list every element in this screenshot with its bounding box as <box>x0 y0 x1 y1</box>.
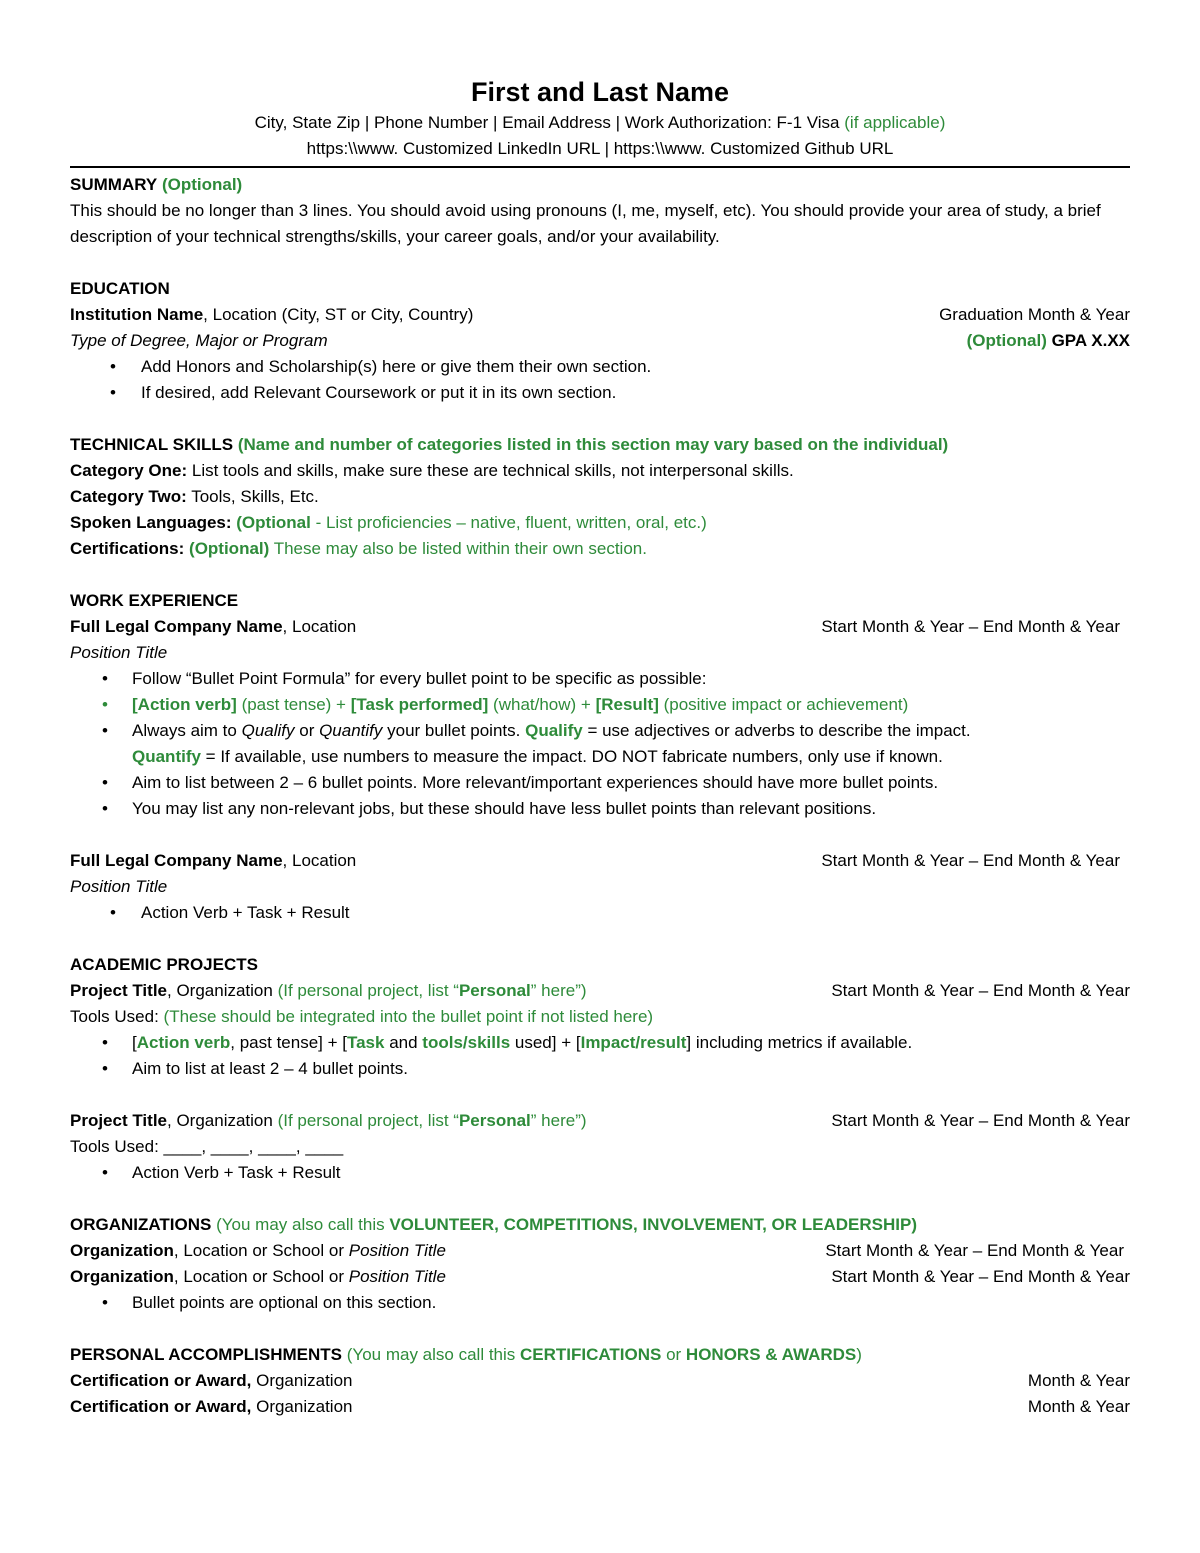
award-date: Month & Year <box>1027 1397 1130 1416</box>
company-location: , Location <box>282 851 357 870</box>
accomplishments-note: (You may also call this <box>346 1345 520 1364</box>
award-org: Organization <box>251 1397 353 1416</box>
accomplishments-note: or <box>661 1345 686 1364</box>
accomplishment-2-row <box>70 1394 1130 1420</box>
list-item <box>70 718 1130 770</box>
formula-task: Task <box>346 1033 385 1052</box>
bullet-text: Qualify <box>241 721 295 740</box>
header-divider <box>70 166 1130 168</box>
skills-note: (Name and number of categories listed in this section may vary based on the individual) <box>237 435 949 454</box>
organization-name: Organization <box>70 1241 174 1260</box>
bullet-text: Quantify <box>319 721 383 740</box>
project-dates: Start Month & Year – End Month & Year <box>831 1111 1130 1130</box>
education-degree-row <box>70 328 1130 354</box>
category-text: Tools, Skills, Etc. <box>186 487 319 506</box>
project-1-bullets <box>70 1030 1130 1082</box>
graduation-date: Graduation Month & Year <box>939 305 1130 324</box>
organizations-note-bold: VOLUNTEER, COMPETITIONS, INVOLVEMENT, OR LEADERSHIP) <box>389 1215 917 1234</box>
organization-name: Organization <box>70 1267 174 1286</box>
formula-action: [Action verb] <box>132 695 237 714</box>
job-dates: Start Month & Year – End Month & Year <box>821 617 1120 636</box>
bullet-text: , past tense] + [ <box>230 1033 347 1052</box>
project-org: , Organization <box>167 981 278 1000</box>
summary-heading <box>70 172 1130 198</box>
project-org: , Organization <box>167 1111 278 1130</box>
award-date: Month & Year <box>1027 1371 1130 1390</box>
category-text: List tools and skills, make sure these are technical skills, not interpersonal skills. <box>187 461 794 480</box>
quantify-term: Quantify <box>132 747 201 766</box>
organization-2-row <box>70 1264 1130 1290</box>
accomplishments-title: PERSONAL ACCOMPLISHMENTS <box>70 1345 343 1364</box>
formula-text: (past tense) + <box>236 695 351 714</box>
organization-text: , Location or School or <box>173 1241 349 1260</box>
category-text: - List proficiencies – native, fluent, written, oral, etc.) <box>310 513 707 532</box>
gpa: GPA X.XX <box>1046 331 1130 350</box>
project-2-tools: Tools Used: ____, ____, ____, ____ <box>70 1137 344 1156</box>
bullet-text: = use adjectives or adverbs to describe the impact. <box>582 721 971 740</box>
bullet-text: ] including metrics if available. <box>686 1033 913 1052</box>
company-name: Full Legal Company Name <box>70 617 283 636</box>
company-name: Full Legal Company Name <box>70 851 283 870</box>
skills-certifications <box>70 536 1130 562</box>
formula-tools: tools/skills <box>422 1033 511 1052</box>
project-1-row <box>70 978 1130 1004</box>
organization-dates: Start Month & Year – End Month & Year <box>831 1267 1130 1286</box>
skills-category-two <box>70 484 1130 510</box>
project-title: Project Title <box>70 981 167 1000</box>
contact-line-1 <box>70 110 1130 136</box>
tools-note: (These should be integrated into the bullet point if not listed here) <box>163 1007 654 1026</box>
position-title: Position Title <box>70 643 168 662</box>
project-2-bullets <box>70 1160 1130 1186</box>
work-heading: WORK EXPERIENCE <box>70 591 239 610</box>
formula-task: [Task performed] <box>350 695 489 714</box>
qualify-term: Qualify <box>525 721 583 740</box>
skills-heading <box>70 432 1130 458</box>
project-note: (If personal project, list “ <box>277 981 459 1000</box>
category-label: Spoken Languages: <box>70 513 232 532</box>
job-1-bullets <box>70 666 1130 822</box>
organizations-heading <box>70 1212 1130 1238</box>
organizations-note: (You may also call this <box>216 1215 390 1234</box>
award-name: Certification or Award, <box>70 1397 252 1416</box>
accomplishments-note-cert: CERTIFICATIONS <box>520 1345 662 1364</box>
company-location: , Location <box>282 617 357 636</box>
summary-title: SUMMARY <box>70 175 158 194</box>
category-label: Category One: <box>70 461 188 480</box>
formula-result: [Result] <box>595 695 659 714</box>
list-item: • Aim to list between 2 – 6 bullet points. More relevant/important experiences should have more bullet points. <box>70 770 1130 796</box>
education-heading: EDUCATION <box>70 279 170 298</box>
bullet-text: or <box>294 721 320 740</box>
accomplishment-1-row <box>70 1368 1130 1394</box>
list-item: • Add Honors and Scholarship(s) here or give them their own section. <box>70 354 1130 380</box>
bullet-text: [ <box>132 1033 137 1052</box>
position-title: Position Title <box>70 877 168 896</box>
skills-languages <box>70 510 1130 536</box>
project-1-tools <box>70 1004 1130 1030</box>
project-2-row <box>70 1108 1130 1134</box>
project-note-personal: Personal <box>458 981 531 1000</box>
list-item: • Aim to list at least 2 – 4 bullet points. <box>70 1056 1130 1082</box>
accomplishments-note: ) <box>856 1345 862 1364</box>
project-dates: Start Month & Year – End Month & Year <box>831 981 1130 1000</box>
job-1-row <box>70 614 1130 640</box>
list-item: • You may list any non-relevant jobs, but these should have less bullet points than relevant positions. <box>70 796 1130 822</box>
list-item: • Action Verb + Task + Result <box>70 900 1130 926</box>
formula-text: (positive impact or achievement) <box>658 695 909 714</box>
bullet-text: = If available, use numbers to measure the impact. DO NOT fabricate numbers, only use if known. <box>200 747 943 766</box>
list-item <box>70 692 1130 718</box>
organization-position: Position Title <box>348 1241 446 1260</box>
category-text: These may also be listed within their own section. <box>269 539 647 558</box>
degree: Type of Degree, Major or Program <box>70 331 328 350</box>
project-note: (If personal project, list “ <box>277 1111 459 1130</box>
list-item: • Bullet points are optional on this section. <box>70 1290 1130 1316</box>
contact-line-2: https:\\www. Customized LinkedIn URL | https:\\www. Customized Github URL <box>306 139 894 158</box>
list-item <box>70 1030 1130 1056</box>
category-label: Category Two: <box>70 487 187 506</box>
candidate-name: First and Last Name <box>470 77 730 107</box>
project-note: ” here”) <box>530 981 587 1000</box>
organization-1-row <box>70 1238 1130 1264</box>
summary-optional: (Optional) <box>161 175 243 194</box>
formula-text: (what/how) + <box>488 695 596 714</box>
summary-text: This should be no longer than 3 lines. You should avoid using pronouns (I, me, myself, etc). You should provide your area of study, a brief description of your technical strengths/skills, your career goals, and/or your availability. <box>70 201 1101 246</box>
tools-label: Tools Used: <box>70 1007 164 1026</box>
optional-note: (Optional) <box>189 539 270 558</box>
project-note: ” here”) <box>530 1111 587 1130</box>
skills-category-one <box>70 458 1130 484</box>
job-2-bullets <box>70 900 1130 926</box>
organizations-bullets <box>70 1290 1130 1316</box>
formula-action: Action verb <box>136 1033 231 1052</box>
resume-page <box>70 74 1130 1420</box>
contact-details: City, State Zip | Phone Number | Email Address | Work Authorization: F-1 Visa <box>254 113 840 132</box>
award-org: Organization <box>251 1371 353 1390</box>
list-item: • Action Verb + Task + Result <box>70 1160 1130 1186</box>
bullet-text: and <box>384 1033 423 1052</box>
optional-note: (Optional <box>236 513 311 532</box>
list-item: • If desired, add Relevant Coursework or put it in its own section. <box>70 380 1130 406</box>
project-note-personal: Personal <box>458 1111 531 1130</box>
project-title: Project Title <box>70 1111 167 1130</box>
category-label: Certifications: <box>70 539 185 558</box>
institution-name: Institution Name <box>70 305 204 324</box>
education-institution-row <box>70 302 1130 328</box>
organization-dates: Start Month & Year – End Month & Year <box>825 1241 1124 1260</box>
organizations-title: ORGANIZATIONS <box>70 1215 212 1234</box>
job-dates: Start Month & Year – End Month & Year <box>821 851 1120 870</box>
projects-heading: ACADEMIC PROJECTS <box>70 955 258 974</box>
award-name: Certification or Award, <box>70 1371 252 1390</box>
bullet-text: used] + [ <box>510 1033 581 1052</box>
accomplishments-heading <box>70 1342 1130 1368</box>
organization-position: Position Title <box>348 1267 446 1286</box>
visa-note: (if applicable) <box>844 113 946 132</box>
bullet-text: your bullet points. <box>382 721 526 740</box>
gpa-optional: (Optional) <box>966 331 1047 350</box>
skills-title: TECHNICAL SKILLS <box>70 435 234 454</box>
institution-location: , Location (City, ST or City, Country) <box>203 305 474 324</box>
bullet-text: Always aim to <box>132 721 242 740</box>
accomplishments-note-honors: HONORS & AWARDS <box>685 1345 857 1364</box>
education-bullets <box>70 354 1130 406</box>
organization-text: , Location or School or <box>173 1267 349 1286</box>
formula-impact: Impact/result <box>580 1033 687 1052</box>
list-item: • Follow “Bullet Point Formula” for every bullet point to be specific as possible: <box>70 666 1130 692</box>
job-2-row <box>70 848 1130 874</box>
